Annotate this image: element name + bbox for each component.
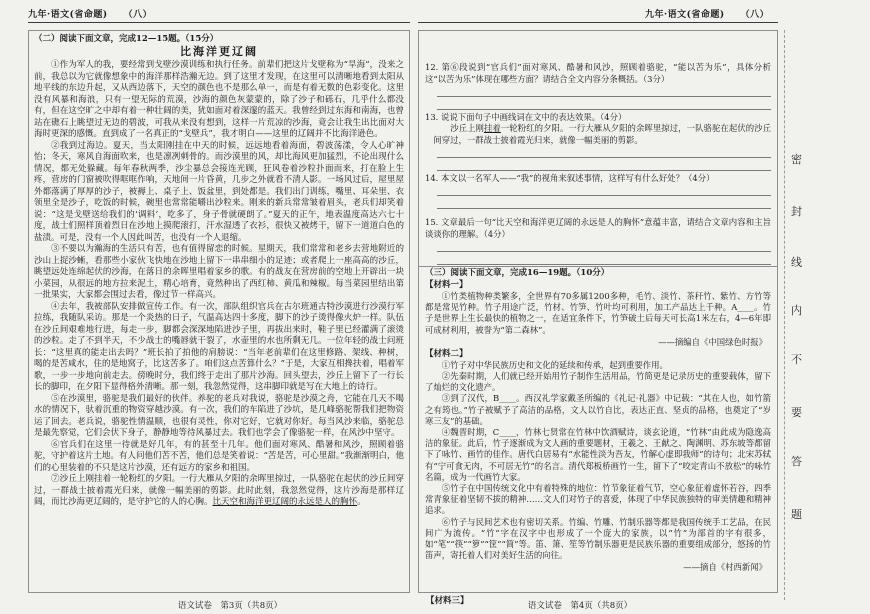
last-paragraph-end: 。 <box>357 497 366 507</box>
left-page-header <box>28 7 152 20</box>
last-paragraph-text: ⑦沙丘上刚挂着一轮粉红的夕阳。一行大雁从夕阳的余晖里掠过，一队骆驼在起伏的沙丘间穿过，一群战士披着霞光归来，就像一幅美丽的剪影。此时此刻，我忽然觉得，这片沙海是那样辽阔，而比沙海更辽阔的，是守护它的人的心胸。 <box>34 474 404 507</box>
question-12: 12. 第⑥段说到“官兵们”面对寒风、酷暑和风沙，照顾着骆驼，“能以苦为乐”，具体分析这“以苦为乐”体现在哪些方面？请结合全文内容分条概括。（3分） <box>425 62 771 84</box>
material-2-paragraph: ②先秦时期，人们就已经开始用竹子制作生活用品，竹简更是记录历史的重要载体，留下了灿烂的文化遗产。 <box>425 371 771 393</box>
left-page-footer: 语文试卷 第3页（共8页） <box>177 601 283 611</box>
underlined-sentence: 比天空和海洋更辽阔的永远是人的胸怀 <box>212 497 358 507</box>
seal-dashed-line <box>784 30 785 600</box>
right-page-footer: 语文试卷 第4页（共8页） <box>527 601 633 611</box>
answer-line <box>437 184 771 196</box>
section-2-title: （二）阅读下面文章，完成12—15题。（15分） <box>34 34 219 44</box>
right-header-number: （八） <box>740 10 770 20</box>
seal-char: 不 <box>791 353 802 366</box>
question-13: 13. 说说下面句子中画线词在文中的表达效果。（4分） <box>425 112 627 122</box>
answer-line <box>437 197 771 209</box>
material-1-source: ——摘编自《中国绿色时报》 <box>658 336 767 347</box>
seal-char: 封 <box>791 205 802 218</box>
section-3-title: （三）阅读下面文章，完成16—19题。（10分） <box>425 268 610 278</box>
article-paragraph: ③不要以为瀚海的生活只有苦，也有值得留恋的时候。星期天，我们常常和老乡去营地附近的沙山上捉沙蜥，看那些小家伙飞快地在沙地上留下一串串细小的足迹；或者爬上一座高高的沙丘，眺望远处连绵起伏的沙海，在落日的余晖里唱着家乡的歌。有的战友在营房前的空地上开辟出一块小菜园，从很远的地方拉来泥土，精心培育，竟然种出了西红柿、黄瓜和辣椒。每当菜园里结出第一批果实，大家都会围过去看，像过节一样高兴。 <box>34 244 404 300</box>
seal-char: 要 <box>791 406 802 419</box>
question-13-quote <box>425 123 771 146</box>
left-header-title: 九年·语文(省命题) <box>28 10 108 20</box>
material-2-paragraph: ⑥竹子与民间艺术也有密切关系。竹编、竹雕、竹制乐器等都是我国传统手工艺品，在民间广为流传。“竹”字在汉字中也形成了一个庞大的家族，以“竹”为部首的字有很多，如“笔”“筷”“箩”“筐”“简”等。笛、箫、笙等竹制乐器更是民族乐器的重要组成部分，悠扬的竹笛声，寄托着人们对美好生活的向往。 <box>425 516 771 561</box>
article-title: 比海洋更辽阔 <box>180 45 258 58</box>
material-1-paragraph: ①竹类植物种类繁多，全世界有70多属1200多种，毛竹、淡竹、茶秆竹、紫竹、方竹等都是常见竹种。竹子用途广泛，竹材、竹笋、竹叶均可利用，加工产品达上千种。A____。竹子是世界上生长最快的植物之一，在适宜条件下，竹笋破土后每天可长高1米左右，4—6年即可成材利用，被誉为“第二森林”。 <box>425 291 771 335</box>
answer-line <box>437 240 771 252</box>
answer-line <box>437 159 771 171</box>
left-header-number: （八） <box>123 10 153 20</box>
right-header-rule <box>418 22 778 23</box>
quote-text-end: 一轮粉红的夕阳。一行大雁从夕阳的余晖里掠过，一队骆驼在起伏的沙丘间穿过，一群战士披着霞光归来，就像一幅美丽的剪影。 <box>433 123 772 145</box>
article-paragraph: ④去年，我被部队安排做宣传工作。有一次，部队组织官兵在古尔班通古特沙漠进行沙漠行军拉练，我随队采访。那是一个炎热的日子，气温高达四十多度，脚下的沙子烫得像火炉一样。队伍在沙丘间艰难地行进，每走一步，脚都会深深地陷进沙子里，再拔出来时，鞋子里已经灌满了滚烫的沙粒。走了不到半天，不少战士的嘴唇就干裂了，水壶里的水也所剩无几。一位年轻的战士问班长：“这里真的能走出去吗？”班长拍了拍他的肩膀说：“当年老前辈们在这里修路、架线、种树，喝的是苦咸水，住的是地窝子，比这苦多了。咱们这点苦算什么？”于是，大家互相搀扶着，唱着军歌，一步一步地向前走去。傍晚时分，我们终于走出了那片沙海。回头望去，沙丘上留下了一行长长的脚印，在夕阳下显得格外清晰。那一刻，我忽然觉得，这串脚印就是写在大地上的诗行。 <box>34 301 404 392</box>
article-last-paragraph <box>34 474 404 509</box>
left-header-rule <box>28 22 410 23</box>
material-2-paragraph: ④魏晋时期，C____，竹林七贤常在竹林中饮酒赋诗，谈玄论道，“竹林”由此成为隐逸高洁的象征。此后，竹子逐渐成为文人画的重要题材，王羲之、王献之、陶渊明、苏东坡等都留下了咏竹、画竹的佳作。唐代白居易有“水能性淡为吾友，竹解心虚即我师”的诗句；北宋苏轼有“宁可食无肉，不可居无竹”的名言。清代郑板桥画竹一生，留下了“咬定青山不放松”的咏竹名篇，成为一代画竹大家。 <box>425 427 771 482</box>
answer-line <box>437 146 771 158</box>
material-2-paragraph: ③到了汉代，B____。西汉礼学家戴圣所编的《礼记·礼器》中记载：“其在人也，如竹箭之有筠也。”竹子被赋予了高洁的品格，文人以竹自比，表达正直、坚贞的品格，也奠定了“岁寒三友”的基础。 <box>425 393 771 426</box>
quote-text-start: 沙丘上刚 <box>450 123 484 133</box>
material-2-paragraph: ⑤竹子在中国传统文化中有着特殊的地位：竹节象征着气节，空心象征着虚怀若谷，四季常青象征着坚韧不拔的精神……文人们对竹子的喜爱，体现了中华民族独特的审美情趣和精神追求。 <box>425 483 771 516</box>
questions-and-materials <box>418 30 778 593</box>
answer-line <box>437 98 771 110</box>
question-14: 14. 本文以一名军人——“我”的视角来叙述事情，这样写有什么好处？（4分） <box>425 173 715 183</box>
seal-char: 线 <box>791 256 802 269</box>
right-header-title: 九年·语文(省命题) <box>645 10 725 20</box>
seal-char: 答 <box>791 455 802 468</box>
material-2-label: 【材料二】 <box>425 348 468 359</box>
seal-char: 题 <box>791 508 802 521</box>
article-paragraph: ⑤在沙漠里，骆驼是我们最好的伙伴。养驼的老兵对我说，骆驼是沙漠之舟，它能在几天不喝水的情况下，驮着沉重的物资穿越沙漠。有一次，我们的车陷进了沙坑，是几峰骆驼帮我们把物资运了回去。老兵说，骆驼性情温顺，也很有灵性，你对它好，它就对你好。每当风沙来临，骆驼总是最先察觉，它们会伏下身子，静静地等待风暴过去。我们也学会了像骆驼一样，在风沙中坚守。 <box>34 393 404 438</box>
quote-underlined-word: 挂着 <box>483 123 501 133</box>
seal-char: 密 <box>791 153 802 166</box>
material-2-source: ——摘自《村西新闻》 <box>683 562 767 573</box>
answer-line <box>437 85 771 97</box>
answer-line <box>437 253 771 265</box>
right-page-header <box>645 7 769 20</box>
material-2-paragraph: ①竹子对中华民族历史和文化的延续和传承，起到重要作用。 <box>441 359 668 370</box>
seal-char: 内 <box>791 304 802 317</box>
reading-section-3 <box>419 266 777 573</box>
material-1-label: 【材料一】 <box>425 280 468 290</box>
article-paragraph: ⑥官兵们在这里一待就是好几年，有的甚至十几年。他们面对寒风、酷暑和风沙，照顾着骆驼，守护着这片土地。有人问他们苦不苦，他们总是笑着说：“苦是苦，可心里甜。”我渐渐明白，他们的心里装着的不只是这片沙漠，还有远方的家乡和祖国。 <box>34 439 404 473</box>
question-15: 15. 文章最后一句“比天空和海洋更辽阔的永远是人的胸怀”意蕴丰富，请结合文章内容和主旨谈谈你的理解。（4分） <box>425 217 771 239</box>
reading-section-2 <box>28 30 410 593</box>
article-paragraph: ①作为军人的我，要经常到戈壁沙漠训练和执行任务。前辈们把这片戈壁称为“旱海”，没来之前，我总以为它就像想象中的海洋那样浩瀚无边。到了这里才发现，在这里可以清晰地看到太阳从地平线的东边升起，又从西边落下，天空的颜色也不是那么单一，而是有着无数的色彩变化。这里没有风暴和海浪，只有一望无际的荒漠，沙海的颜色灰蒙蒙的，除了沙子和砾石，几乎什么都没有，但在这空旷之中却有着一种壮阔的美，犹如面对着深邃的蓝天。我曾经到过东海和南海，也曾站在礁石上眺望过无边的碧波，可我从来没有想到，这样一片荒凉的沙海，竟会让我生出比面对大海时更深的感慨。直到成了一名真正的“戈壁兵”，我才明白——这里的辽阔并不比海洋逊色。 <box>34 60 404 139</box>
material-3-label: 【材料三】 <box>426 596 469 606</box>
article-paragraph: ②我到过海边。夏天，当太阳刚挂在中天的时候，远远地看着海面，碧波荡漾，令人心旷神怡；冬天，寒风自海面吹来，也是凛冽刺骨的。而沙漠里的风，却比海风更加猛烈，不论出现什么情况，都无处躲藏。每年春秋两季，沙尘暴总会接连光顾，狂风卷着沙粒扑面而来，打在脸上生疼，营房的门窗被吹得哐哐作响，天地间一片昏黄，几步之外就看不清人影。一场风过后，屋里屋外都落满了厚厚的沙子，被褥上、桌子上、饭盆里，到处都是。我们出门训练，嘴里、耳朵里、衣领里全是沙子，吃饭的时候，碗里也常常能嚼出沙粒来。刚来的新兵常常皱着眉头，老兵们却笑着说：“这是戈壁送给我们的‘调料’，吃多了，身子骨就硬朗了。”夏天的正午，地表温度高达六七十度，战士们照样顶着烈日在沙地上摸爬滚打，汗水湿透了衣衫，很快又被烤干，留下一道道白色的盐渍。可是，没有一个人因此叫苦，也没有一个人退缩。 <box>34 140 404 243</box>
